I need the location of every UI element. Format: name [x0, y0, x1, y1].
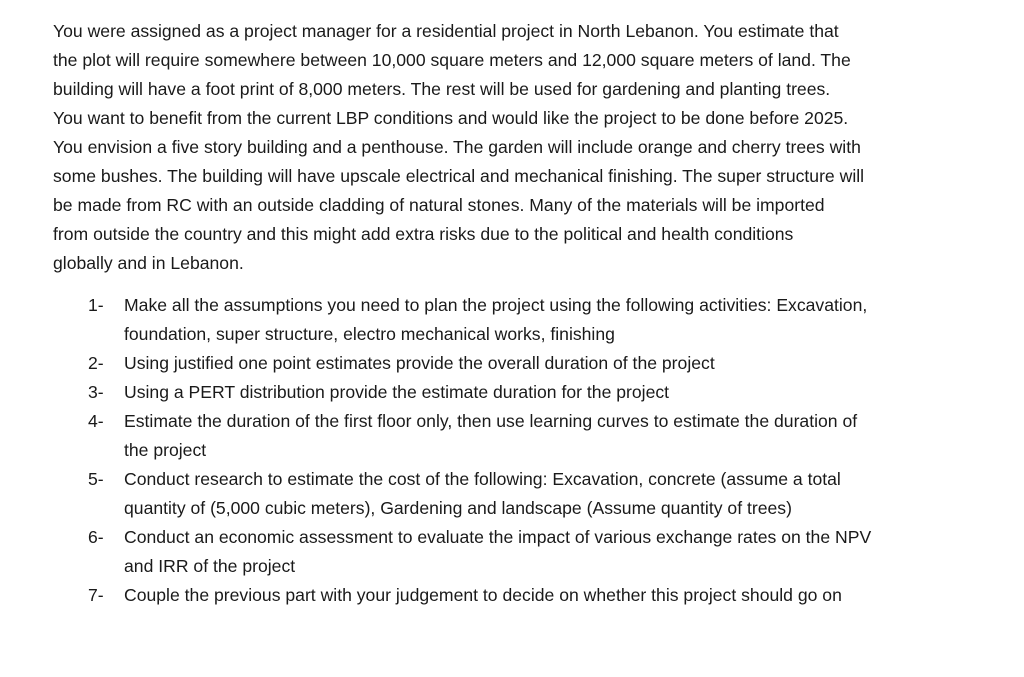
task-list [0, 291, 1024, 610]
task-number: 6- [88, 527, 104, 547]
task-number: 5- [88, 469, 104, 489]
intro-line: You envision a five story building and a penthouse. The garden will include orange and cherry trees with [53, 137, 861, 157]
task-text: foundation, super structure, electro mechanical works, finishing [124, 324, 615, 344]
intro-line: some bushes. The building will have upscale electrical and mechanical finishing. The super structure will [53, 166, 865, 186]
intro-line: from outside the country and this might add extra risks due to the political and health conditions [53, 224, 794, 244]
task-text: Conduct research to estimate the cost of the following: Excavation, concrete (assume a total [124, 469, 841, 489]
task-number: 4- [88, 411, 104, 431]
task-item-6 [0, 523, 1024, 581]
task-item-5 [0, 465, 1024, 523]
task-text: Conduct an economic assessment to evaluate the impact of various exchange rates on the NPV [124, 527, 872, 547]
intro-line: building will have a foot print of 8,000 meters. The rest will be used for gardening and planting trees. [53, 79, 831, 99]
task-text: and IRR of the project [124, 556, 296, 576]
intro-line: globally and in Lebanon. [53, 253, 244, 273]
task-text: Make all the assumptions you need to plan the project using the following activities: Excavation, [124, 295, 868, 315]
task-text: Using justified one point estimates provide the overall duration of the project [124, 353, 715, 373]
task-number: 7- [88, 585, 104, 605]
task-item-7 [0, 581, 1024, 610]
intro-paragraph [53, 17, 993, 278]
intro-line: be made from RC with an outside cladding of natural stones. Many of the materials will be imported [53, 195, 825, 215]
task-text: the project [124, 440, 207, 460]
task-text: Couple the previous part with your judgement to decide on whether this project should go on [124, 585, 842, 605]
task-text: Using a PERT distribution provide the estimate duration for the project [124, 382, 670, 402]
task-number: 2- [88, 353, 104, 373]
task-text: quantity of (5,000 cubic meters), Gardening and landscape (Assume quantity of trees) [124, 498, 792, 518]
task-item-2 [0, 349, 1024, 378]
task-item-4 [0, 407, 1024, 465]
task-item-1 [0, 291, 1024, 349]
task-number: 1- [88, 295, 104, 315]
task-number: 3- [88, 382, 104, 402]
intro-line: You want to benefit from the current LBP conditions and would like the project to be done before 2025. [53, 108, 849, 128]
task-text: Estimate the duration of the first floor only, then use learning curves to estimate the duration of [124, 411, 858, 431]
task-item-3 [0, 378, 1024, 407]
intro-line: the plot will require somewhere between 10,000 square meters and 12,000 square meters of land. The [53, 50, 851, 70]
intro-line: You were assigned as a project manager for a residential project in North Lebanon. You estimate that [53, 21, 839, 41]
